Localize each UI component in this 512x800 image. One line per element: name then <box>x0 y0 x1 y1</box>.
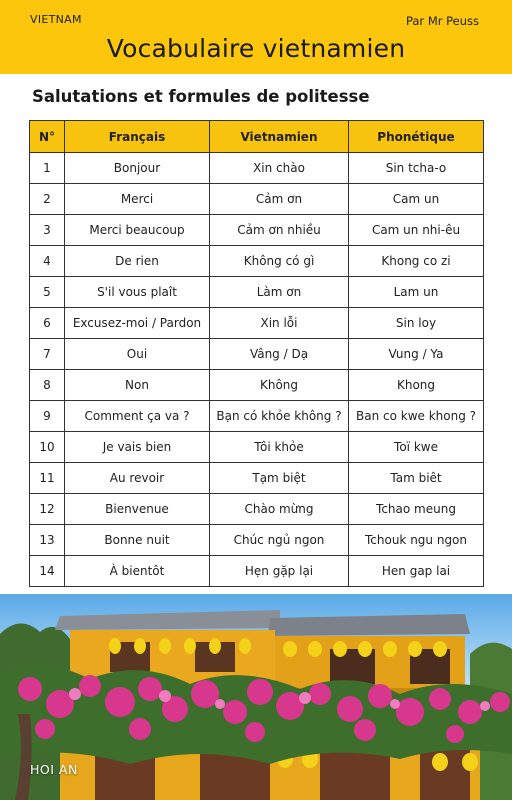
cell-phonetic: Khong co zi <box>349 246 484 277</box>
cell-phonetic: Tam biêt <box>349 463 484 494</box>
table-row <box>30 339 484 370</box>
page-title: Vocabulaire vietnamien <box>106 34 406 63</box>
cell-french: Bonjour <box>65 153 210 184</box>
cell-phonetic: Cam un nhi-êu <box>349 215 484 246</box>
column-header-number: N° <box>30 121 65 153</box>
cell-number: 7 <box>30 339 65 370</box>
cell-phonetic: Tchao meung <box>349 494 484 525</box>
column-header-vietnamese: Vietnamien <box>210 121 349 153</box>
cell-french: De rien <box>65 246 210 277</box>
table-row <box>30 463 484 494</box>
table-row <box>30 525 484 556</box>
cell-phonetic: Vung / Ya <box>349 339 484 370</box>
cell-vietnamese: Chào mừng <box>210 494 349 525</box>
table-row <box>30 401 484 432</box>
vocabulary-table <box>29 120 484 587</box>
table-row <box>30 246 484 277</box>
cell-vietnamese: Cảm ơn <box>210 184 349 215</box>
cell-phonetic: Sin loy <box>349 308 484 339</box>
cell-phonetic: Lam un <box>349 277 484 308</box>
cell-vietnamese: Hẹn gặp lại <box>210 556 349 587</box>
table-row <box>30 215 484 246</box>
cell-phonetic: Tchouk ngu ngon <box>349 525 484 556</box>
table-row <box>30 556 484 587</box>
location-label: HOI AN <box>30 762 78 777</box>
cell-french: Non <box>65 370 210 401</box>
cell-number: 6 <box>30 308 65 339</box>
cell-number: 5 <box>30 277 65 308</box>
cell-french: Au revoir <box>65 463 210 494</box>
cell-vietnamese: Vâng / Dạ <box>210 339 349 370</box>
cell-vietnamese: Không có gì <box>210 246 349 277</box>
cell-number: 1 <box>30 153 65 184</box>
table-row <box>30 153 484 184</box>
cell-phonetic: Khong <box>349 370 484 401</box>
cell-french: Excusez-moi / Pardon <box>65 308 210 339</box>
table-body <box>30 153 484 587</box>
cell-french: Merci <box>65 184 210 215</box>
table-row <box>30 308 484 339</box>
table-row <box>30 432 484 463</box>
cell-french: Je vais bien <box>65 432 210 463</box>
table-row <box>30 494 484 525</box>
hoi-an-photo <box>0 594 512 800</box>
author-label: Par Mr Peuss <box>405 14 479 28</box>
cell-phonetic: Hen gap lai <box>349 556 484 587</box>
cell-number: 10 <box>30 432 65 463</box>
cell-number: 4 <box>30 246 65 277</box>
cell-french: Comment ça va ? <box>65 401 210 432</box>
cell-number: 8 <box>30 370 65 401</box>
cell-phonetic: Ban co kwe khong ? <box>349 401 484 432</box>
cell-french: S'il vous plaît <box>65 277 210 308</box>
cell-vietnamese: Tạm biệt <box>210 463 349 494</box>
cell-vietnamese: Tôi khỏe <box>210 432 349 463</box>
table-row <box>30 184 484 215</box>
cell-number: 11 <box>30 463 65 494</box>
cell-number: 14 <box>30 556 65 587</box>
cell-phonetic: Sin tcha-o <box>349 153 484 184</box>
header-banner <box>0 0 512 74</box>
cell-vietnamese: Xin lỗi <box>210 308 349 339</box>
cell-number: 13 <box>30 525 65 556</box>
cell-vietnamese: Xin chào <box>210 153 349 184</box>
table-row <box>30 370 484 401</box>
cell-vietnamese: Chúc ngủ ngon <box>210 525 349 556</box>
table-row <box>30 277 484 308</box>
cell-phonetic: Cam un <box>349 184 484 215</box>
cell-number: 2 <box>30 184 65 215</box>
section-title: Salutations et formules de politesse <box>32 87 370 106</box>
cell-number: 9 <box>30 401 65 432</box>
cell-vietnamese: Cảm ơn nhiều <box>210 215 349 246</box>
table-header-row <box>30 121 484 153</box>
cell-french: Oui <box>65 339 210 370</box>
column-header-phonetic: Phonétique <box>349 121 484 153</box>
cell-vietnamese: Bạn có khỏe không ? <box>210 401 349 432</box>
column-header-french: Français <box>65 121 210 153</box>
cell-phonetic: Toï kwe <box>349 432 484 463</box>
cell-french: Merci beaucoup <box>65 215 210 246</box>
country-label: VIETNAM <box>30 13 82 26</box>
cell-number: 3 <box>30 215 65 246</box>
cell-french: À bientôt <box>65 556 210 587</box>
cell-vietnamese: Không <box>210 370 349 401</box>
cell-vietnamese: Làm ơn <box>210 277 349 308</box>
cell-french: Bienvenue <box>65 494 210 525</box>
cell-french: Bonne nuit <box>65 525 210 556</box>
cell-number: 12 <box>30 494 65 525</box>
